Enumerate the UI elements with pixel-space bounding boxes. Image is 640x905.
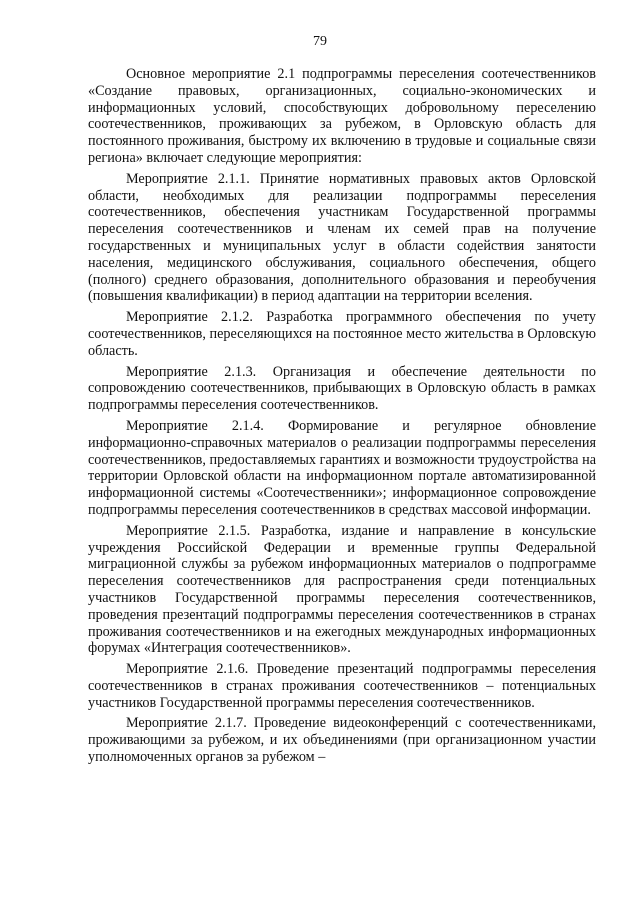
page-number: 79 (313, 34, 327, 49)
paragraph-event-2-1-5: Мероприятие 2.1.5. Разработка, издание и направление в консульские учреждения Российской Федерации и временные группы Федеральной миграционной службы за рубежом информационных материалов о подпрограмме переселения соотечественников для распространения среди потенциальных участников Государственной программы переселения соотечественников, проведения презентаций подпрограммы переселения соотечественников в странах проживания соотечественников и на ежегодных международных информационных форумах «Интеграция соотечественников». (88, 522, 596, 657)
paragraph-main-event-2-1: Основное мероприятие 2.1 подпрограммы переселения соотечественников «Создание правовых, организационных, социально-экономических и информационных условий, способствующих добровольному переселению соотечественников, проживающих за рубежом, в Орловскую область для постоянного проживания, быстрому их включению в трудовые и социальные связи региона» включает следующие мероприятия: (88, 66, 596, 166)
paragraph-event-2-1-3: Мероприятие 2.1.3. Организация и обеспечение деятельности по сопровождению соотечественников, прибывающих в Орловскую область в рамках подпрограммы переселения соотечественников. (88, 363, 596, 414)
paragraph-event-2-1-1: Мероприятие 2.1.1. Принятие нормативных правовых актов Орловской области, необходимых для реализации подпрограммы переселения соотечественников, обеспечения участникам Государственной программы переселения соотечественников и членам их семей прав на получение государственных и муниципальных услуг в области содействия занятости населения, медицинского обслуживания, социального обеспечения, общего (полного) среднего образования, дополнительного образования и переобучения (повышения квалификации) в период адаптации на территории вселения. (88, 170, 596, 305)
paragraph-event-2-1-7: Мероприятие 2.1.7. Проведение видеоконференций с соотечественниками, проживающими за рубежом, и их объединениями (при организационном участии уполномоченных органов за рубежом – (88, 715, 596, 766)
paragraph-event-2-1-6: Мероприятие 2.1.6. Проведение презентаций подпрограммы переселения соотечественников в странах проживания соотечественников – потенциальных участников Государственной программы переселения соотечественников. (88, 661, 596, 711)
document-body (88, 66, 596, 770)
paragraph-event-2-1-2: Мероприятие 2.1.2. Разработка программного обеспечения по учету соотечественников, переселяющихся на постоянное место жительства в Орловскую область. (88, 309, 596, 359)
paragraph-event-2-1-4: Мероприятие 2.1.4. Формирование и регулярное обновление информационно-справочных материалов о реализации подпрограммы переселения соотечественников, предоставляемых гарантиях и возможности трудоустройства на территории Орловской области на информационном портале автоматизированной информационной системы «Соотечественники»; информационное сопровождение подпрограммы переселения соотечественников в средствах массовой информации. (88, 417, 596, 518)
